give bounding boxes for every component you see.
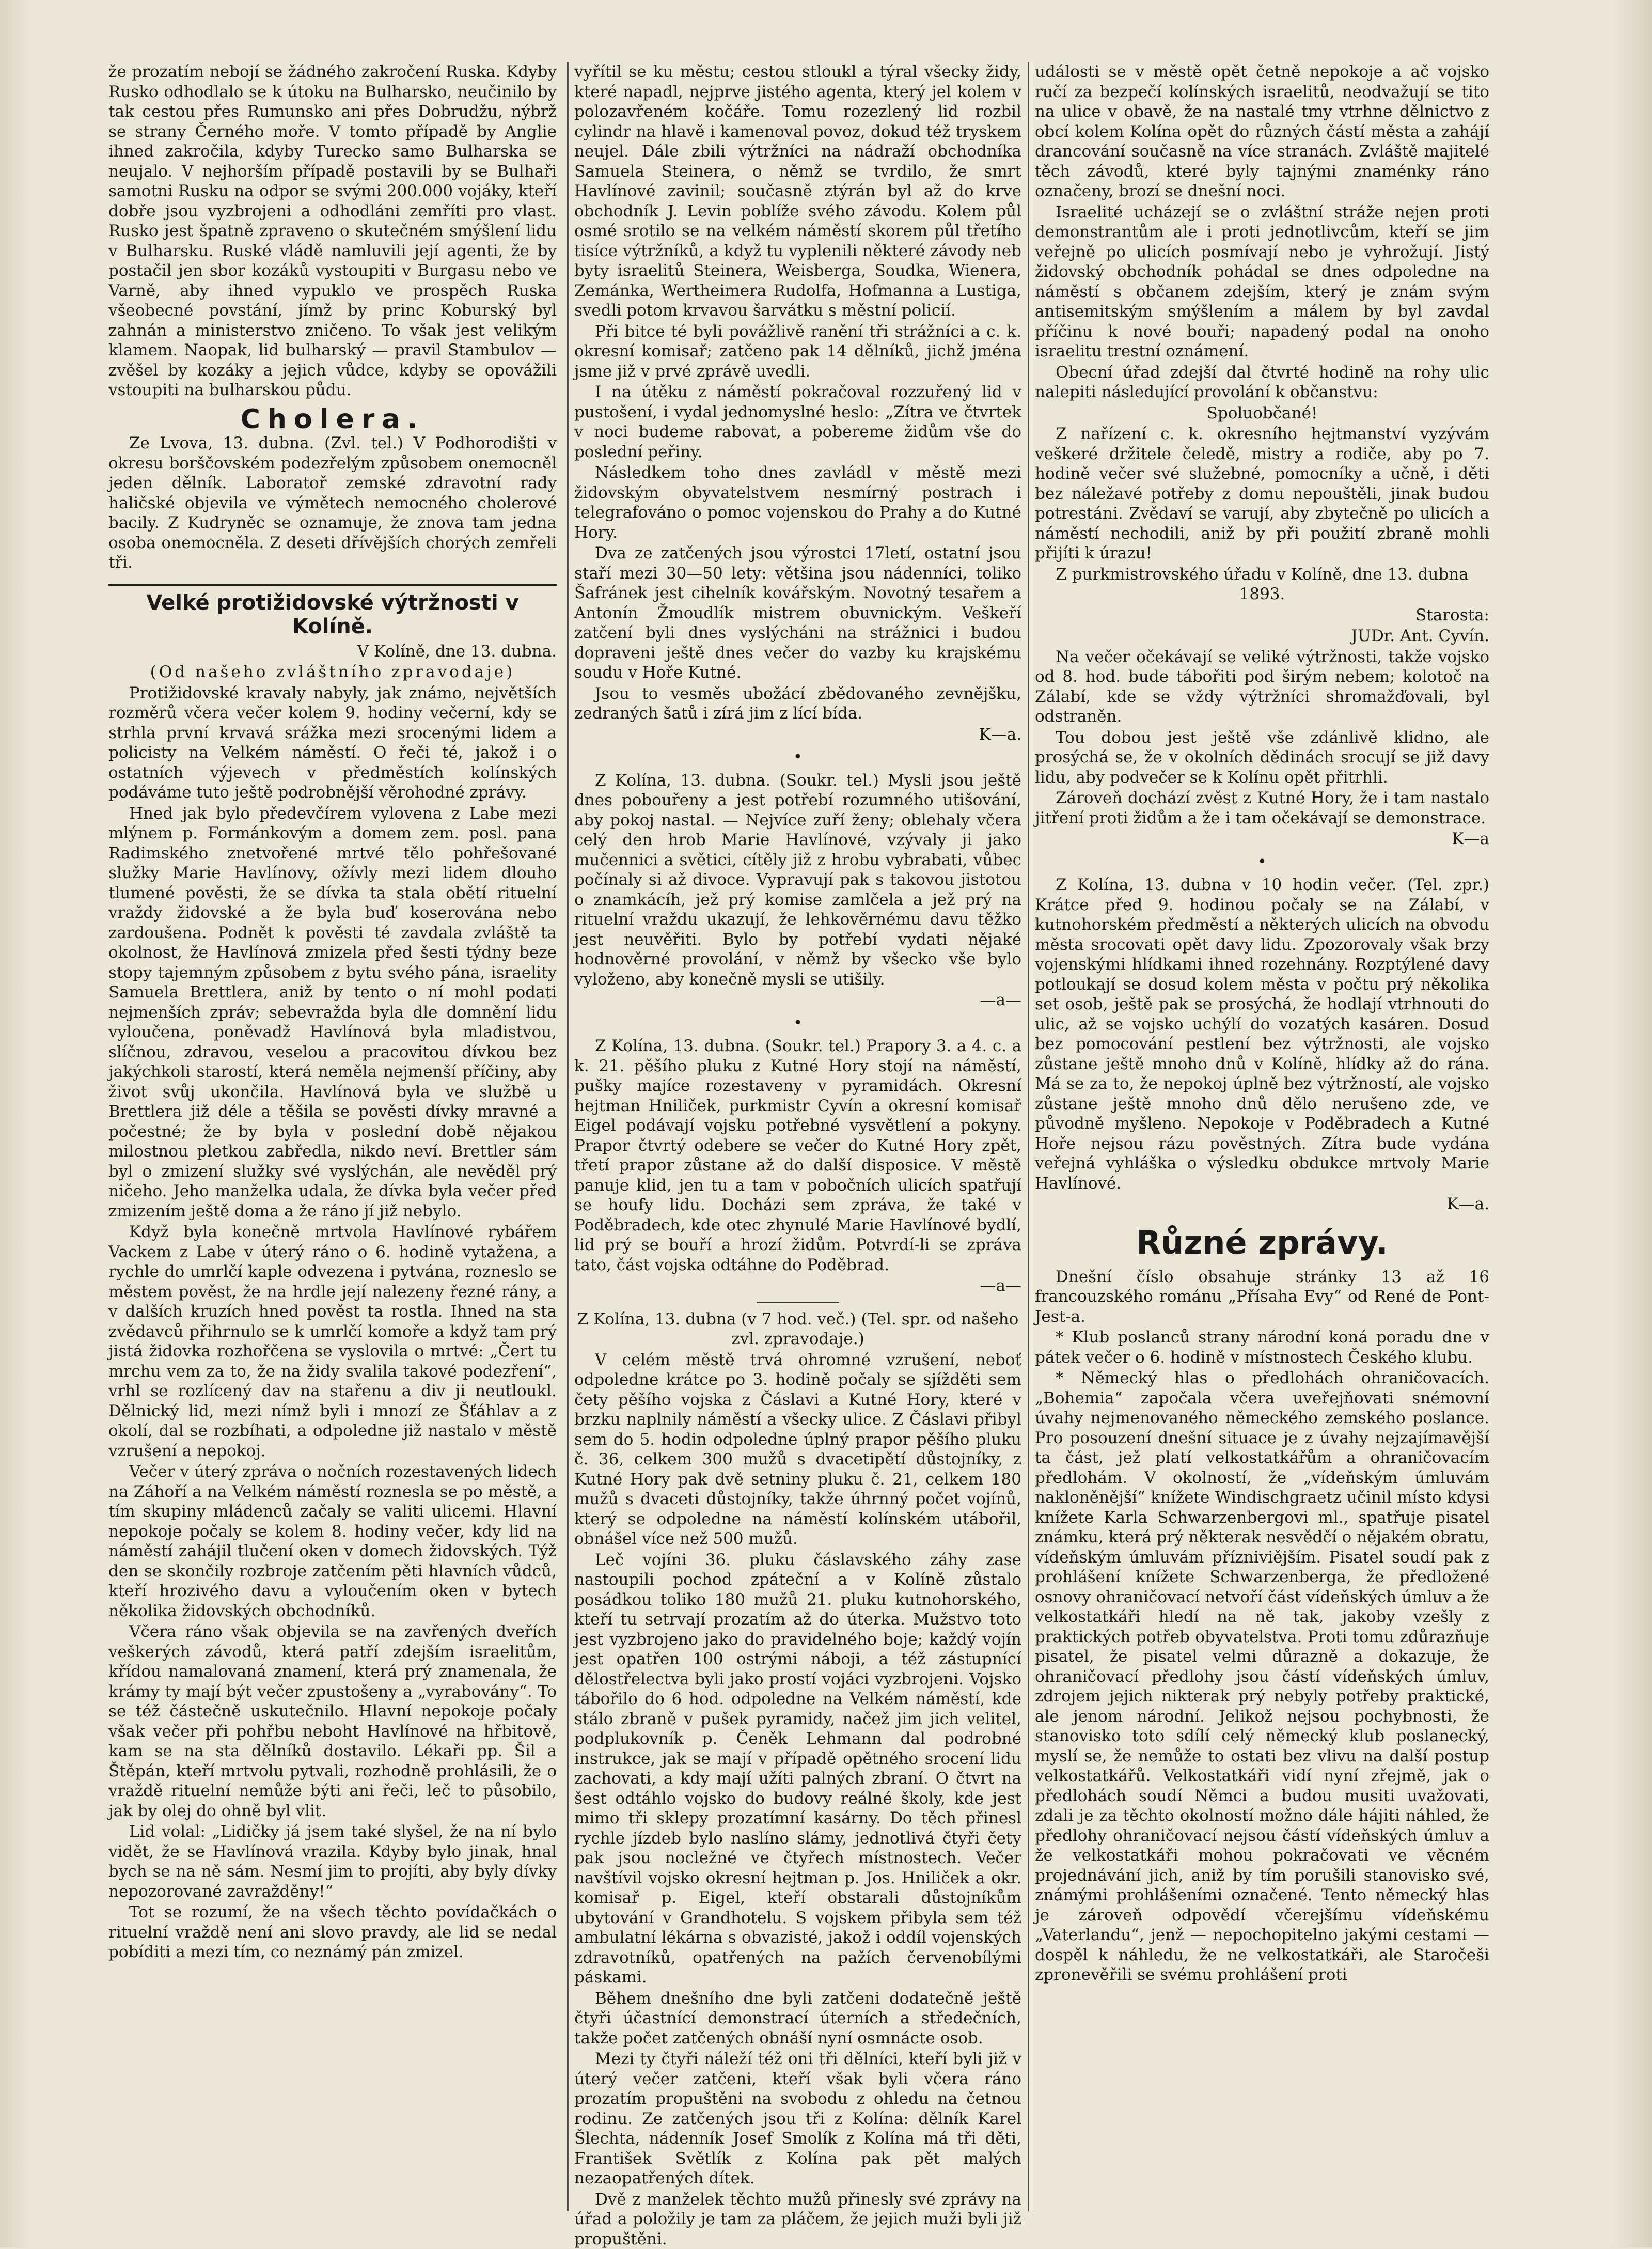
proclamation-salutation: Spoluobčané! bbox=[1035, 403, 1489, 424]
signature: K—a bbox=[1035, 829, 1489, 849]
separator-dots: • bbox=[574, 1013, 1021, 1034]
riots-paragraph: Při bitce té byli povážlivě ranění tři strážníci a c. k. okresní komisař; zatčeno pak 14 dělníků, jichž jména jsme již v prvé zprávě uvedli. bbox=[574, 322, 1021, 382]
riots-paragraph: Následkem toho dnes zavládl v městě mezi židovským obyvatelstvem nesmírný postrach i telegrafováno o pomoc vojenskou do Prahy a do Kutné Hory. bbox=[574, 463, 1021, 542]
telegram-paragraph: Z Kolína, 13. dubna v 10 hodin večer. (Tel. zpr.) Krátce před 9. hodinou počaly se na Zálabí, v kutnohorském předměstí a některých ulicích na obvodu města srocovati opět davy lidu. Zpozorovaly však brzy vojenskými hlídkami ihned rozehnány. Rozptýlené davy potloukají se dosud kolem města v počtu prý několika set osob, ještě pak se prosýchá, že hodlají vtrhnouti do ulic, až se vojsko uchýlí do vozatých kasáren. Dosud bez pomocování pestlení bez výtržnosti, ale vojsko zůstane ještě mnoho dnů v Kolíně, hlídky až do rána. Má se za to, že nepokoj úplně bez výtržností, ale vojsko zůstane ještě mnoho dnů dělo nerušeno zde, ve původně myšleno. Nepokoje v Poděbradech a Kutné Hoře nejsou rázu pověstných. Zítra bude vydána veřejná vyhláška o výsledku obdukce mrtvoly Marie Havlínové. bbox=[1035, 875, 1489, 1193]
signature: K—a. bbox=[574, 725, 1021, 745]
column-2 bbox=[574, 62, 1021, 2206]
cholera-text: Ze Lvova, 13. dubna. (Zvl. tel.) V Podhorodišti v okresu borščovském podezřelým způsobem onemocněl jeden dělník. Laboratoř zemské zdravotní rady haličské objevila ve výmětech nemocného cholerové bacily. Z Kudryněc se oznamuje, že znova tam jedna osoba onemocněla. Z deseti dřívějších chorých zemřeli tři. bbox=[108, 433, 557, 573]
separator-dots: • bbox=[574, 747, 1021, 768]
riots-paragraph: Když byla konečně mrtvola Havlínové rybářem Vackem z Labe v úterý ráno o 6. hodině vytažena, a rychle do umrlčí kaple odvezena i pytvána, rozneslo se městem pověst, že na hrdle její nalezeny řezné rány, a v dalších kruzích hned pověst ta rostla. Ihned na sta zvědavců přihrnulo se k umrlčí komoře a když tam prý jistá židovka rozhořčena se vyslovila o mrtvé: „Čert tu mrchu vem za to, že na židy svalila takové podezření“, vrhl se rozlícený dav na stařenu a div ji neutloukl. Dělnický lid, mezi nímž byli i mnozí ze Šťáhlav a z okolí, dal se rozbíhati, a odpoledne již nastalo v městě vzrušení a nepokoj. bbox=[108, 1222, 557, 1461]
misc-news-paragraph: * Německý hlas o předlohách ohraničovacích. „Bohemia“ započala včera uveřejňovati snémovní úvahy nejmenovaného německého zemského poslance. Pro posouzení dnešní situace je z úvahy nejzajímavější ta část, jež platí velkostatkářům a ohraničovacím předlohám. V okolností, že „vídeňským úmluvám nakloněnější“ knížete Windischgraetz učinil místo kdysi knížete Karla Schwarzenbergovi ml., spatřuje pisatel známku, která prý některak nesvědčí o nějakém obratu, vídeňským úmluvám přízniviějším. Pisatel soudí pak z prohlášení knížete Schwarzenberga, že předložené osnovy ohraničovací netvoří část vídeňských úmluv a že velkostatkáři hledí na ně tak, jakoby vzešly z praktických potřeb obyvatelstva. Proti tomu zdůrazňuje pisatel, že pisatel velmi důrazně a dokazuje, že ohraničovací předlohy jsou částí vídeňských úmluv, zdrojem jejich nikterak prý nebyly potřeby praktické, ale jenom národní. Jelikož nejsou pochybnosti, že stanovisko toto sdílí celý německý klub poslanecký, myslí se, že nemůže to ostati bez vlivu na další postup velkostatkářů. Velkostatkáři vidí nyní zřejmě, jak o předlohách soudí Němci a budou musiti uvažovati, zdali je za těchto okolností možno dále hájiti náhled, že předlohy ohraničovací nejsou částí vídeňských úmluv a že velkostatkáři mohou pokračovati ve věcném projednávání jich, aniž by tím porušili stanovisko své, známými prohlášeními označené. Tento německý hlas je zároveň odpovědí včerejšímu vídeňskému „Vaterlandu“, jenž — nepochopitelno jakými cestami — dospěl k náhledu, že ne velkostatkáři, ale Staročeši zpronevěřili se svému prohlášení proti bbox=[1035, 1368, 1489, 1985]
riots-paragraph: Hned jak bylo předevčírem vylovena z Labe mezi mlýnem p. Formánkovým a domem zem. posl. pana Radimského znetvořené mrtvé tělo pohřešované služky Marie Havlínovy, ožívly mezi lidem dlouho tlumené pověsti, že se dívka ta stala obětí rituelní vraždy židovské a že byla buď koserována nebo zardoušena. Podnět k pověsti té zavdala zvláště ta okolnost, že Havlínová zmizela před šesti týdny beze stopy tajemným způsobem z bytu svého pána, israelity Samuela Brettlera, aniž by tento o ní mohl podati nejmenších zpráv; sebevražda byla dle domnění lidu vyloučena, poněvadž Havlínová byla mladistvou, slíčnou, zdravou, veselou a pracovitou dívkou bez jakýchkoli starostí, která neměla nejmenší příčiny, aby život svůj ukončila. Havlínová byla ve službě u Brettlera již déle a těšila se pověsti dívky mravné a počestné; že by byla v poslední době nějakou milostnou pletkou zabředla, nikdo neví. Brettler sám byl o zmizení služky své vyslýchán, ale nevěděl prý ničeho. Jeho manželka udala, že dívka byla večer před zmizením ještě doma a že ráno jí již nebylo. bbox=[108, 804, 557, 1222]
riots-paragraph: Israelité ucházejí se o zvláštní stráže nejen proti demonstrantům ale i proti jednotlivcům, kteří se jim veřejně po ulicích posmívají nebo je vyhrožují. Jistý židovský obchodník pohádal se dnes odpoledne na náměstí s občanem zdejším, který je znám svým antisemitským smýšlením a málem by byl zavdal příčinu k nové bouři; napadený podal na onoho israelitu trestní oznámení. bbox=[1035, 202, 1489, 362]
riots-dateline: V Kolíně, dne 13. dubna. bbox=[108, 642, 557, 662]
proclamation-signature: JUDr. Ant. Cyvín. bbox=[1035, 626, 1489, 646]
riots-paragraph: vyřítil se ku městu; cestou stloukl a týral všecky židy, které napadl, nejprve jistého agenta, který jel kolem v polozavřeném kočáře. Tomu rozezlený lid rozbil cylindr na hlavě i kamenoval povoz, dokud též tryskem neujel. Dále zbili výtržníci na nádraží obchodníka Samuela Steinera, o němž se tvrdilo, že smrt Havlínové zavinil; současně ztýrán byl až do krve obchodník J. Levin poblíže svého závodu. Kolem půl osmé srotilo se na velkém náměstí skorem půl třetího tisíce výtržníků, a když tu vyplenili některé závody neb byty israelitů Steinera, Weisberga, Soudka, Wienera, Zemánka, Wertheimera Rudolfa, Hofmanna a Lustiga, svedli potom krvavou šarvátku s městní policií. bbox=[574, 62, 1021, 321]
proclamation-text: Z nařízení c. k. okresního hejtmanství vyzývám veškeré držitele čeledě, mistry a rodiče, aby po 7. hodině večer své služebné, pomocníky a učně, i děti bez náležavé potřeby z domu nepouštěli, jinak budou potrestáni. Zvědaví se varují, aby zbytečně po ulicích a náměstí nechodili, aniž by při použití zbraně mohli přijíti k úrazu! bbox=[1035, 424, 1489, 564]
column-rule-1 bbox=[567, 62, 569, 2211]
column-3 bbox=[1035, 62, 1489, 2206]
riots-paragraph: Dva ze zatčených jsou výrostci 17letí, ostatní jsou staří mezi 30—50 lety: většina jsou nádenníci, toliko Šafránek jest cihelník kovářským. Novotný tesařem a Antonín Žmoudlík mistrem obuvnickým. Veškeří zatčení byli dnes vyslýcháni na strážnici i budou dopraveni ještě dnes večer do vazby ku krajskému soudu v Hoře Kutné. bbox=[574, 543, 1021, 683]
misc-news-heading: Různé zprávy. bbox=[1035, 1225, 1489, 1261]
riots-paragraph: Zároveň dochází zvěst z Kutné Hory, že i tam nastalo jitření proti židům a že i tam očekávají se demonstrace. bbox=[1035, 788, 1489, 828]
riots-paragraph: Na večer očekávají se veliké výtržnosti, takže vojsko od 8. hod. bude tábořiti pod širým nebem; kolotoč na Zálabí, kde se vždy výtržníci shromažďovali, byl odstraněn. bbox=[1035, 647, 1489, 727]
riots-paragraph: Protižidovské kravaly nabyly, jak známo, největších rozměrů včera večer kolem 9. hodiny večerní, kdy se strhla první krvavá srážka mezi srocenými lidem a policisty na Velkém náměstí. O řeči té, jakož i o ostatních výjevech v předměstích kolínských podáváme tuto ještě podrobnější věrohodné zprávy. bbox=[108, 683, 557, 803]
signature: —a— bbox=[574, 990, 1021, 1010]
telegram-paragraph: V celém městě trvá ohromné vzrušení, neboť odpoledne krátce po 3. hodině počaly se sjížděti sem čety pěšího vojska z Čáslavi a Kutné Hory, které v brzku naplnily náměstí a všecky ulice. Z Čáslavi přibyl sem do 5. hodin odpoledne úplný prapor pěšího pluku č. 36, celkem 300 mužů s dvacetipětí důstojníky, z Kutné Hory pak dvě setniny pluku č. 21, celkem 180 mužů s dvaceti důstojníky, takže úhrnný počet vojínů, který se odpoledne na náměstí kolínském utábořil, obnášel více než 500 mužů. bbox=[574, 1350, 1021, 1549]
separator-dots: • bbox=[1035, 852, 1489, 872]
short-divider bbox=[757, 1302, 839, 1303]
misc-news-paragraph: * Klub poslanců strany národní koná poradu dne v pátek večer o 6. hodině v místnostech Českého klubu. bbox=[1035, 1327, 1489, 1367]
riots-paragraph: Jsou to vesměs ubožácí zbědovaného zevnějšku, zedraných šatů i zírá jim z lící bída. bbox=[574, 684, 1021, 724]
telegram-dateline: Z Kolína, 13. dubna (v 7 hod. več.) (Tel. spr. od našeho zvl. zpravodaje.) bbox=[574, 1309, 1021, 1349]
riots-paragraph: události se v městě opět četně nepokoje a ač vojsko ručí za bezpečí kolínských israelitů, neodvažují se tito na ulice v obavě, že na nastalé tmy vtrhne dělnictvo z obcí kolem Kolína opět do různých částí města a zahájí drancování současně na více stranách. Zvláště majitelé těch závodů, které byly tajnými znaménky ráno označeny, brozí se dnešní noci. bbox=[1035, 62, 1489, 201]
riots-paragraph: Lid volal: „Lidičky já jsem také slyšel, že na ní bylo vidět, že se Havlínová vrazila. Kdyby bylo jinak, hnal bych se na ně sám. Nesmí jim to projíti, aby byly dívky nepozorované zavražděny!“ bbox=[108, 1822, 557, 1901]
telegram-paragraph: Z Kolína, 13. dubna. (Soukr. tel.) Prapory 3. a 4. c. a k. 21. pěšího pluku z Kutné Hory stojí na náměstí, pušky majíce rozestaveny v pyramidách. Okresní hejtman Hniliček, purkmistr Cyvín a okresní komisař Eigel podávají vojsku potřebné vysvětlení a pokyny. Prapor čtvrtý odebere se večer do Kutné Hory zpět, třetí prapor zůstane až do další disposice. V městě panuje klid, jen tu a tam v pobočních ulicích spatřují se houfy lidu. Docházi sem zpráva, že také v Poděbradech, kde otec zhynulé Marie Havlínové bydlí, lid prý se bouří a hrozí židům. Potvrdí-li se zpráva tato, část vojska odtáhne do Poděbrad. bbox=[574, 1036, 1021, 1275]
telegram-paragraph: Dvě z manželek těchto mužů přinesly své zprávy na úřad a položily je tam za pláčem, že jejich muži byli již propuštěni. bbox=[574, 2190, 1021, 2249]
telegram-paragraph: Během dnešního dne byli zatčeni dodatečně ještě čtyři účastnící demonstrací úterních a středečních, takže počet zatčených obnáší nyní osmnácte osob. bbox=[574, 1989, 1021, 2049]
riots-paragraph: Včera ráno však objevila se na zavřených dveřích veškerých závodů, která patří zdejším israelitům, křídou namalovaná znamení, která prý znamenala, že krámy ty mají být večer zpustošeny a „vyrabovány“. To se též částečně uskutečnilo. Hlavní nepokoje počaly však večer při pohřbu neboht Havlínové na hřbitově, kam se na sta dělníků dostavilo. Lékaři pp. Šil a Štěpán, kteří mrtvolu pytvali, rozhodně prohlásili, že o vraždě rituelní nemůže býti ani řeči, leč to působilo, jak by olej do ohně byl vlit. bbox=[108, 1622, 557, 1821]
riots-heading: Velké protižidovské výtržnosti v Kolíně. bbox=[108, 584, 557, 638]
cholera-heading: Cholera. bbox=[108, 410, 557, 430]
telegram-paragraph: Mezi ty čtyři náleží též oni tři dělníci, kteří byli již v úterý večer zatčeni, kteří však byli včera ráno prozatím propuštěni na svobodu z ohledu na četnou rodinu. Ze zatčených jsou tři z Kolína: dělník Karel Šlechta, nádenník Josef Smolík z Kolína má tři děti, František Světlík z Kolína pak pět malých nezaopatřených dítek. bbox=[574, 2049, 1021, 2189]
telegram-paragraph: Leč vojíni 36. pluku čáslavského záhy zase nastoupili pochod zpáteční a v Kolíně zůstalo posádkou toliko 180 mužů 21. pluku kutnohorského, kteří tu setrvají prozatím až do úterka. Mužstvo toto jest vyzbrojeno jako do pravidelného boje; každý vojín jest opatřen 100 ostrými náboji, a též zástupnící dělostřelectva byli jako prostí vojáci vyzbrojeni. Vojsko tábořilo do 6 hod. odpoledne na Velkém náměstí, kde stálo zbraně v pušek pyramidy, načež jim jich velitel, podplukovník p. Čeněk Lehmann dal podrobné instrukce, jak se mají v případě opětného srocení lidu zachovati, a kdy mají užíti palných zbraní. O čtvrt na šest odtáhlo vojsko do budovy reálné školy, kde jest mimo tři sklepy prozatímní kasárny. Do těch přinesl rychle jízdeb bylo naslíno slámy, jednotlivá čtyři čety pak jsou nocležné ve čtyřech místnostech. Večer navštívil vojsko okresní hejtman p. Jos. Hniliček a okr. komisař p. Eigel, kteří obstarali důstojníkům ubytování v Grandhotelu. S vojskem přibyla sem též ambulatní lékárna s obvazisté, jakož i oddíl vojenských zdravotníků, opatřených na pažích červenobílými páskami. bbox=[574, 1550, 1021, 1988]
article-continuation: že prozatím nebojí se žádného zakročení Ruska. Kdyby Rusko odhodlalo se k útoku na Bulharsko, neučinilo by tak cestou přes Rumunsko ani přes Dobrudžu, nýbrž se strany Černého moře. V tomto případě by Anglie ihned zakročila, kdyby Turecko samo Bulharska se neujalo. V nejhorším případě postavili by se Bulhaři samotni Rusku na odpor se svými 200.000 vojáky, kteří dobře jsou vyzbrojeni a odhodláni zemříti pro vlast. Rusko jest špatně zpraveno o skutečném smýšlení lidu v Bulharsku. Ruské vládě namluvili její agenti, že by postačil jen sbor kozáků vystoupiti v Burgasu nebo ve Varně, aby ihned vypuklo ve prospěch Ruska všeobecné povstání, jímž by princ Koburský byl zahnán a ministerstvo zničeno. To však jest velikým klamem. Naopak, lid bulharský — pravil Stambulov — zvěšel by kozáky a jejich vůdce, kdyby se opovážili vstoupiti na bulharskou půdu. bbox=[108, 62, 557, 400]
riots-source: (Od našeho zvláštního zpravodaje) bbox=[108, 662, 557, 682]
riots-paragraph: I na útěku z náměstí pokračoval rozzuřený lid v pustošení, i vydal jednomyslné heslo: „Zítra ve čtvrtek v noci budeme rabovat, a pobereme židům vše do poslední peřiny. bbox=[574, 382, 1021, 462]
telegram-paragraph: Z Kolína, 13. dubna. (Soukr. tel.) Mysli jsou ještě dnes pobouřeny a jest potřebí rozumného utišování, aby pokoj nastal. — Nejvíce zuří ženy; oblehaly včera celý den hrob Marie Havlínové, vzývaly ji jako mučennici a světici, cítěly již z hrobu vybrabati, vůbec počínaly si až divoce. Vypravují pak s takovou jistotou o znamkácíh, jež prý komise zamlčela a jež prý na rituelní vraždu ukazují, že lehkověrnému davu těžko jest neuvěřiti. Bylo by potřebí vydati nějaké hodnověrné provolání, v němž by všecko vše bylo vyloženo, aby konečně mysli se utišily. bbox=[574, 771, 1021, 990]
riots-paragraph: Tot se rozumí, že na všech těchto povídačkách o rituelní vraždě není ani slovo pravdy, ale lid se nedal pobíditi a mezi tím, co neznámý pán zmizel. bbox=[108, 1902, 557, 1962]
proclamation-title: Starosta: bbox=[1035, 605, 1489, 626]
riots-paragraph: Večer v úterý zpráva o nočních rozestavených lidech na Záhoří a na Velkém náměstí roznesla se po městě, a tím skupiny mládenců začaly se valiti ulicemi. Hlavní nepokoje počaly se kolem 8. hodiny večer, kdy lid na náměstí zahájil tlučení oken v domech židovských. Týž den se skončily rozbroje zatčením pěti hlavních vůdců, kteří hrozivého davu a vyloučením oken v bytech několika židovských obchodníků. bbox=[108, 1462, 557, 1621]
signature: —a— bbox=[574, 1276, 1021, 1296]
column-1 bbox=[108, 62, 557, 2206]
riots-paragraph: Tou dobou jest ještě vše zdánlivě klidno, ale prosýchá se, že v okolních dědinách srocují se již davy lidu, aby podvečer se k Kolínu opět přitrhli. bbox=[1035, 728, 1489, 788]
column-rule-2 bbox=[1028, 62, 1029, 2211]
riots-paragraph: Obecní úřad zdejší dal čtvrté hodině na rohy ulic nalepiti následující provolání k občanstvu: bbox=[1035, 363, 1489, 402]
misc-news-paragraph: Dnešní číslo obsahuje stránky 13 až 16 francouzského románu „Přísaha Evy“ od René de Pont-Jest-a. bbox=[1035, 1267, 1489, 1327]
signature: K—a. bbox=[1035, 1194, 1489, 1214]
proclamation-origin: Z purkmistrovského úřadu v Kolíně, dne 13. dubna 1893. bbox=[1035, 565, 1489, 604]
